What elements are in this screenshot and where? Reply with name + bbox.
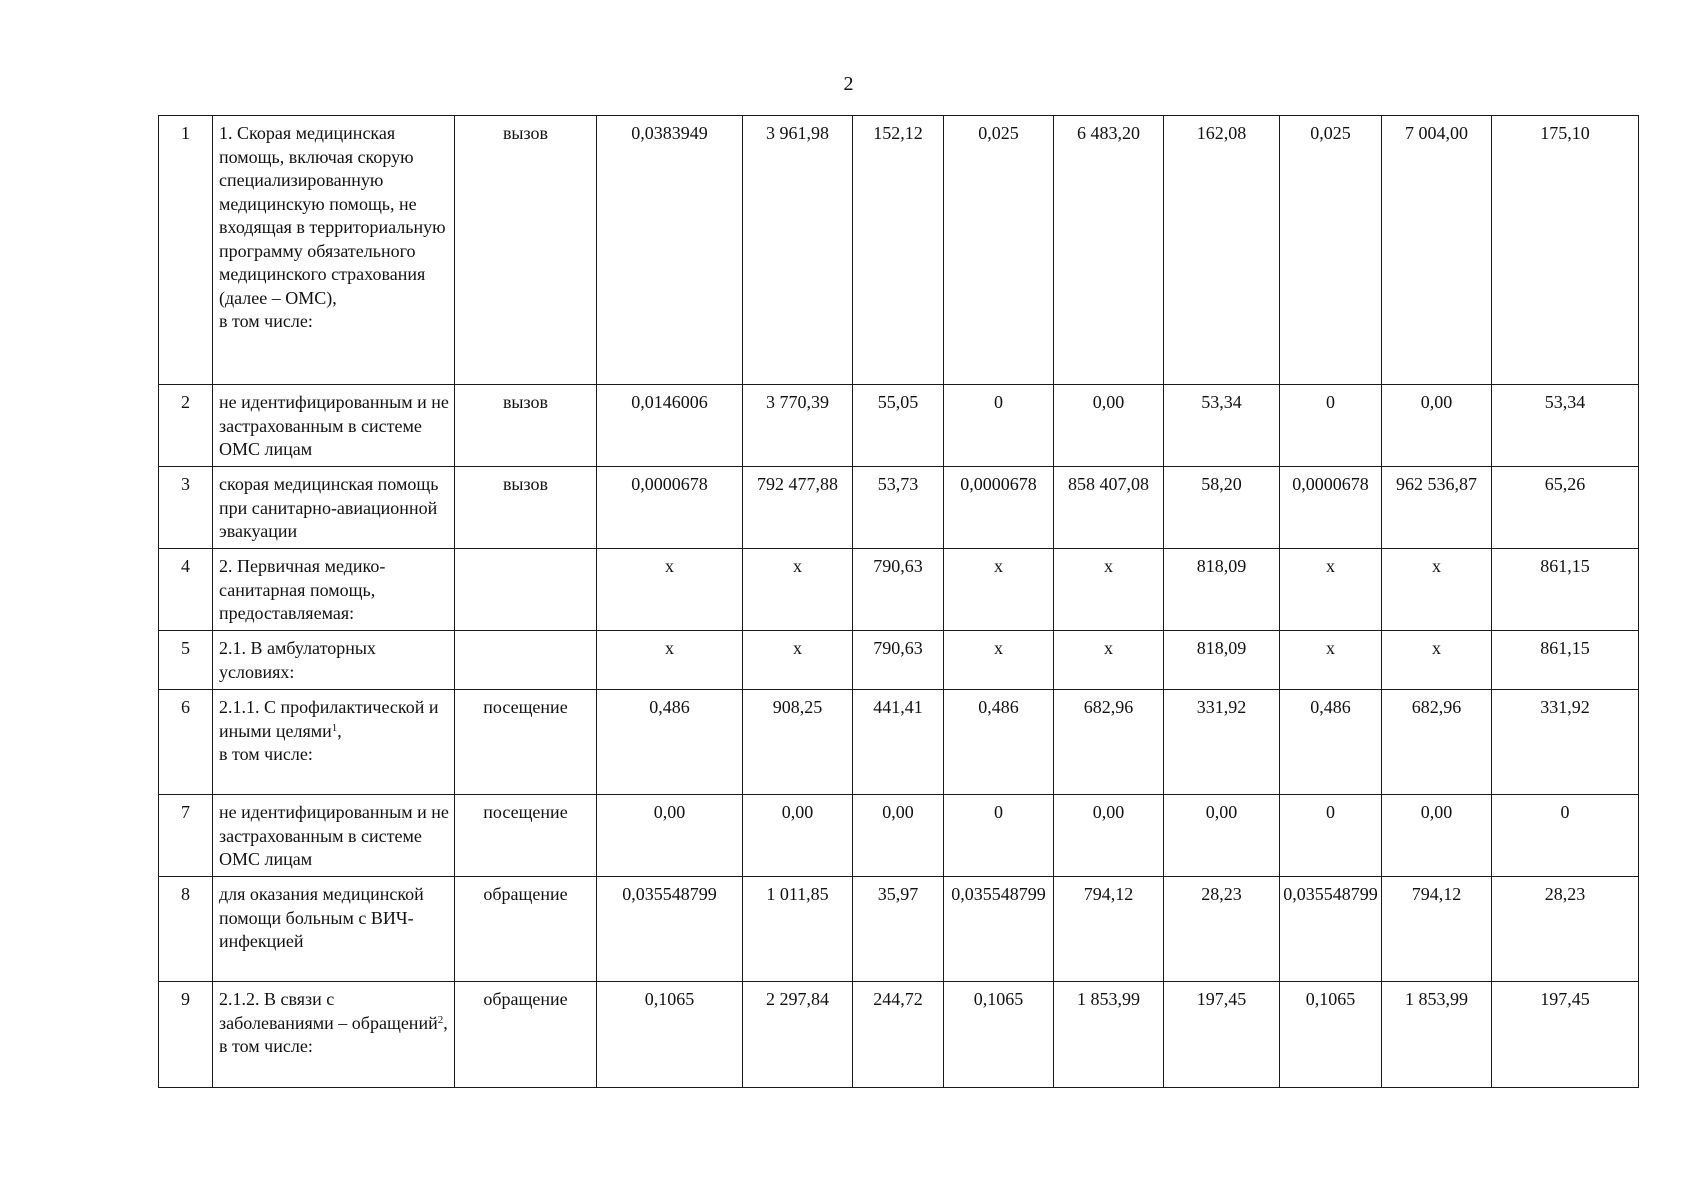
- value-cell-9: 53,34: [1492, 385, 1639, 467]
- value-cell-8: 962 536,87: [1382, 467, 1492, 549]
- table-row: [159, 467, 1639, 549]
- row-number: 3: [159, 467, 213, 549]
- row-number: 7: [159, 795, 213, 877]
- row-name-cell: [213, 877, 455, 982]
- row-name: не идентифицированным и не застрахованным в системе ОМС лицам: [219, 392, 449, 459]
- row-number: 8: [159, 877, 213, 982]
- value-cell-9: 331,92: [1492, 690, 1639, 795]
- value-cell-7: х: [1280, 631, 1382, 690]
- table-row: [159, 795, 1639, 877]
- value-cell-9: 65,26: [1492, 467, 1639, 549]
- row-name: 2.1.2. В связи с заболеваниями – обращений: [219, 989, 438, 1033]
- row-name-cell: [213, 549, 455, 631]
- table-body: [159, 116, 1639, 1088]
- footnote-mark: 1: [331, 721, 338, 734]
- value-cell-6: 53,34: [1164, 385, 1280, 467]
- value-cell-1: 0,486: [597, 690, 743, 795]
- value-cell-9: 0: [1492, 795, 1639, 877]
- value-cell-8: 1 853,99: [1382, 982, 1492, 1088]
- value-cell-2: 908,25: [743, 690, 853, 795]
- unit-cell: вызов: [455, 385, 597, 467]
- row-number: 9: [159, 982, 213, 1088]
- row-name-tail: , в том числе:: [219, 1012, 448, 1056]
- unit-cell: [455, 631, 597, 690]
- value-cell-7: 0,486: [1280, 690, 1382, 795]
- value-cell-5: 1 853,99: [1054, 982, 1164, 1088]
- row-number: 1: [159, 116, 213, 385]
- value-cell-1: 0,035548799: [597, 877, 743, 982]
- value-cell-2: 792 477,88: [743, 467, 853, 549]
- row-name: скорая медицинская помощь при санитарно-авиационной эвакуации: [219, 474, 439, 541]
- value-cell-1: 0,0000678: [597, 467, 743, 549]
- row-name: 2.1. В амбулаторных условиях:: [219, 638, 376, 682]
- value-cell-4: х: [944, 549, 1054, 631]
- value-cell-5: 794,12: [1054, 877, 1164, 982]
- value-cell-2: 3 770,39: [743, 385, 853, 467]
- value-cell-8: 0,00: [1382, 385, 1492, 467]
- row-name-cell: [213, 795, 455, 877]
- value-cell-5: х: [1054, 631, 1164, 690]
- value-cell-4: 0,0000678: [944, 467, 1054, 549]
- value-cell-5: 0,00: [1054, 385, 1164, 467]
- value-cell-9: 861,15: [1492, 631, 1639, 690]
- row-number: 2: [159, 385, 213, 467]
- row-name-cell: [213, 385, 455, 467]
- value-cell-1: х: [597, 549, 743, 631]
- value-cell-3: 441,41: [853, 690, 944, 795]
- value-cell-1: 0,1065: [597, 982, 743, 1088]
- value-cell-3: 790,63: [853, 631, 944, 690]
- value-cell-7: 0,035548799: [1280, 877, 1382, 982]
- row-number: 6: [159, 690, 213, 795]
- value-cell-3: 55,05: [853, 385, 944, 467]
- value-cell-3: 35,97: [853, 877, 944, 982]
- value-cell-2: х: [743, 631, 853, 690]
- unit-cell: посещение: [455, 795, 597, 877]
- value-cell-1: 0,0383949: [597, 116, 743, 385]
- row-name-cell: [213, 982, 455, 1088]
- value-cell-5: 6 483,20: [1054, 116, 1164, 385]
- unit-cell: вызов: [455, 116, 597, 385]
- table-row: [159, 631, 1639, 690]
- value-cell-6: 0,00: [1164, 795, 1280, 877]
- value-cell-6: 28,23: [1164, 877, 1280, 982]
- value-cell-2: 1 011,85: [743, 877, 853, 982]
- value-cell-8: х: [1382, 549, 1492, 631]
- value-cell-8: 0,00: [1382, 795, 1492, 877]
- value-cell-1: 0,00: [597, 795, 743, 877]
- row-name-cell: [213, 690, 455, 795]
- table-row: [159, 116, 1639, 385]
- table-row: [159, 549, 1639, 631]
- value-cell-4: 0,035548799: [944, 877, 1054, 982]
- row-name: 2.1.1. С профилактической и иными целями: [219, 697, 439, 741]
- value-cell-8: 682,96: [1382, 690, 1492, 795]
- value-cell-4: 0: [944, 385, 1054, 467]
- value-cell-2: х: [743, 549, 853, 631]
- row-name: 2. Первичная медико-санитарная помощь, предоставляемая:: [219, 556, 386, 623]
- value-cell-6: 818,09: [1164, 549, 1280, 631]
- value-cell-7: 0,1065: [1280, 982, 1382, 1088]
- unit-cell: обращение: [455, 982, 597, 1088]
- value-cell-1: х: [597, 631, 743, 690]
- unit-cell: обращение: [455, 877, 597, 982]
- value-cell-9: 197,45: [1492, 982, 1639, 1088]
- value-cell-4: 0,486: [944, 690, 1054, 795]
- value-cell-4: 0: [944, 795, 1054, 877]
- value-cell-5: 682,96: [1054, 690, 1164, 795]
- unit-cell: посещение: [455, 690, 597, 795]
- value-cell-9: 861,15: [1492, 549, 1639, 631]
- table-row: [159, 982, 1639, 1088]
- value-cell-5: 0,00: [1054, 795, 1164, 877]
- value-cell-5: 858 407,08: [1054, 467, 1164, 549]
- value-cell-9: 28,23: [1492, 877, 1639, 982]
- value-cell-7: 0: [1280, 795, 1382, 877]
- row-number: 4: [159, 549, 213, 631]
- value-cell-4: х: [944, 631, 1054, 690]
- row-name-cell: [213, 116, 455, 385]
- table-row: [159, 877, 1639, 982]
- value-cell-2: 0,00: [743, 795, 853, 877]
- value-cell-3: 152,12: [853, 116, 944, 385]
- value-cell-6: 162,08: [1164, 116, 1280, 385]
- row-name-cell: [213, 631, 455, 690]
- row-name: 1. Скорая медицинская помощь, включая скорую специализированную медицинскую помощь, не входящая в территориальную программу обязательного медицинского страхования (далее – ОМС), в том числе:: [219, 123, 446, 331]
- value-cell-7: 0,025: [1280, 116, 1382, 385]
- value-cell-3: 53,73: [853, 467, 944, 549]
- value-cell-1: 0,0146006: [597, 385, 743, 467]
- value-cell-3: 0,00: [853, 795, 944, 877]
- value-cell-3: 790,63: [853, 549, 944, 631]
- row-number: 5: [159, 631, 213, 690]
- row-name: не идентифицированным и не застрахованным в системе ОМС лицам: [219, 802, 449, 869]
- table-row: [159, 385, 1639, 467]
- row-name-tail: , в том числе:: [219, 720, 342, 764]
- value-cell-7: 0: [1280, 385, 1382, 467]
- value-cell-2: 3 961,98: [743, 116, 853, 385]
- footnote-mark: 2: [437, 1013, 444, 1026]
- value-cell-9: 175,10: [1492, 116, 1639, 385]
- value-cell-2: 2 297,84: [743, 982, 853, 1088]
- value-cell-3: 244,72: [853, 982, 944, 1088]
- value-cell-8: 7 004,00: [1382, 116, 1492, 385]
- value-cell-7: х: [1280, 549, 1382, 631]
- page-number: 2: [843, 73, 854, 95]
- table-row: [159, 690, 1639, 795]
- value-cell-6: 197,45: [1164, 982, 1280, 1088]
- row-name-cell: [213, 467, 455, 549]
- value-cell-7: 0,0000678: [1280, 467, 1382, 549]
- unit-cell: [455, 549, 597, 631]
- row-name: для оказания медицинской помощи больным с ВИЧ-инфекцией: [219, 884, 424, 951]
- value-cell-4: 0,025: [944, 116, 1054, 385]
- value-cell-8: 794,12: [1382, 877, 1492, 982]
- value-cell-8: х: [1382, 631, 1492, 690]
- value-cell-6: 331,92: [1164, 690, 1280, 795]
- value-cell-6: 58,20: [1164, 467, 1280, 549]
- value-cell-6: 818,09: [1164, 631, 1280, 690]
- unit-cell: вызов: [455, 467, 597, 549]
- value-cell-4: 0,1065: [944, 982, 1054, 1088]
- cost-norms-table: [158, 115, 1639, 1088]
- value-cell-5: х: [1054, 549, 1164, 631]
